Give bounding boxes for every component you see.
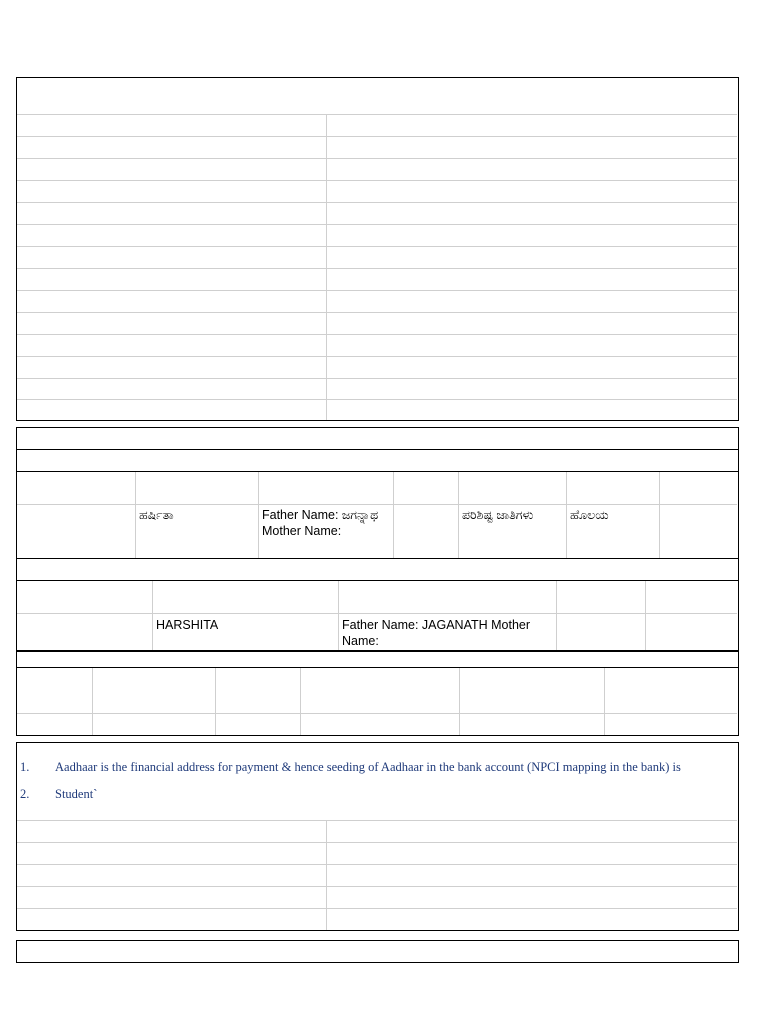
bank-details-table bbox=[16, 650, 739, 736]
column-divider bbox=[135, 472, 136, 558]
column-divider bbox=[326, 114, 327, 420]
kannada-certificate-table bbox=[16, 427, 739, 559]
column-divider bbox=[258, 472, 259, 558]
column-divider bbox=[393, 472, 394, 558]
table-divider bbox=[17, 449, 738, 450]
column-divider bbox=[659, 472, 660, 558]
table-divider bbox=[17, 713, 737, 714]
column-divider bbox=[556, 581, 557, 651]
table-divider bbox=[17, 820, 737, 821]
table-divider bbox=[17, 399, 737, 400]
table-divider bbox=[17, 842, 737, 843]
column-divider bbox=[152, 581, 153, 651]
parents-name-english: Father Name: JAGANATH Mother Name: bbox=[342, 618, 531, 648]
column-divider bbox=[459, 668, 460, 735]
table-divider bbox=[17, 136, 737, 137]
column-divider bbox=[645, 581, 646, 651]
column-divider bbox=[566, 472, 567, 558]
student-name-english: HARSHITA bbox=[156, 618, 219, 632]
column-divider bbox=[326, 821, 327, 930]
table-divider bbox=[17, 504, 737, 505]
table-divider bbox=[17, 246, 737, 247]
note-text: Student` bbox=[55, 787, 98, 801]
note-text: Aadhaar is the financial address for payment & hence seeding of Aadhaar in the bank account (NPCI mapping in the bank) is bbox=[55, 760, 681, 774]
column-divider bbox=[338, 581, 339, 651]
table-divider bbox=[17, 290, 737, 291]
table-divider bbox=[17, 908, 737, 909]
table-divider bbox=[17, 580, 738, 581]
table-divider bbox=[17, 334, 737, 335]
column-divider bbox=[604, 668, 605, 735]
column-divider bbox=[300, 668, 301, 735]
column-divider bbox=[215, 668, 216, 735]
table-divider bbox=[17, 667, 738, 668]
table-divider bbox=[17, 471, 738, 472]
table-divider bbox=[17, 378, 737, 379]
caste-category-kannada: ಪರಿಶಿಷ್ಟ ಜಾತಿಗಳು bbox=[462, 508, 534, 522]
footer-box bbox=[16, 940, 739, 963]
table-divider bbox=[17, 180, 737, 181]
table-divider bbox=[17, 886, 737, 887]
column-divider bbox=[458, 472, 459, 558]
table-divider bbox=[17, 356, 737, 357]
caste-kannada: ಹೊಲಯ bbox=[570, 508, 609, 522]
student-name-kannada: ಹರ್ಷಿತಾ bbox=[139, 508, 174, 522]
note-number: 2. bbox=[20, 787, 30, 801]
column-divider bbox=[92, 668, 93, 735]
table-divider bbox=[17, 613, 737, 614]
table-divider bbox=[17, 312, 737, 313]
note-number: 1. bbox=[20, 760, 30, 774]
top-details-table bbox=[16, 77, 739, 421]
table-divider bbox=[17, 202, 737, 203]
table-divider bbox=[17, 224, 737, 225]
table-divider bbox=[17, 864, 737, 865]
table-divider bbox=[17, 158, 737, 159]
table-divider bbox=[17, 114, 737, 115]
table-divider bbox=[17, 268, 737, 269]
parents-name-kannada: Father Name: ಜಗನ್ನಾಥ Mother Name: bbox=[262, 508, 379, 538]
